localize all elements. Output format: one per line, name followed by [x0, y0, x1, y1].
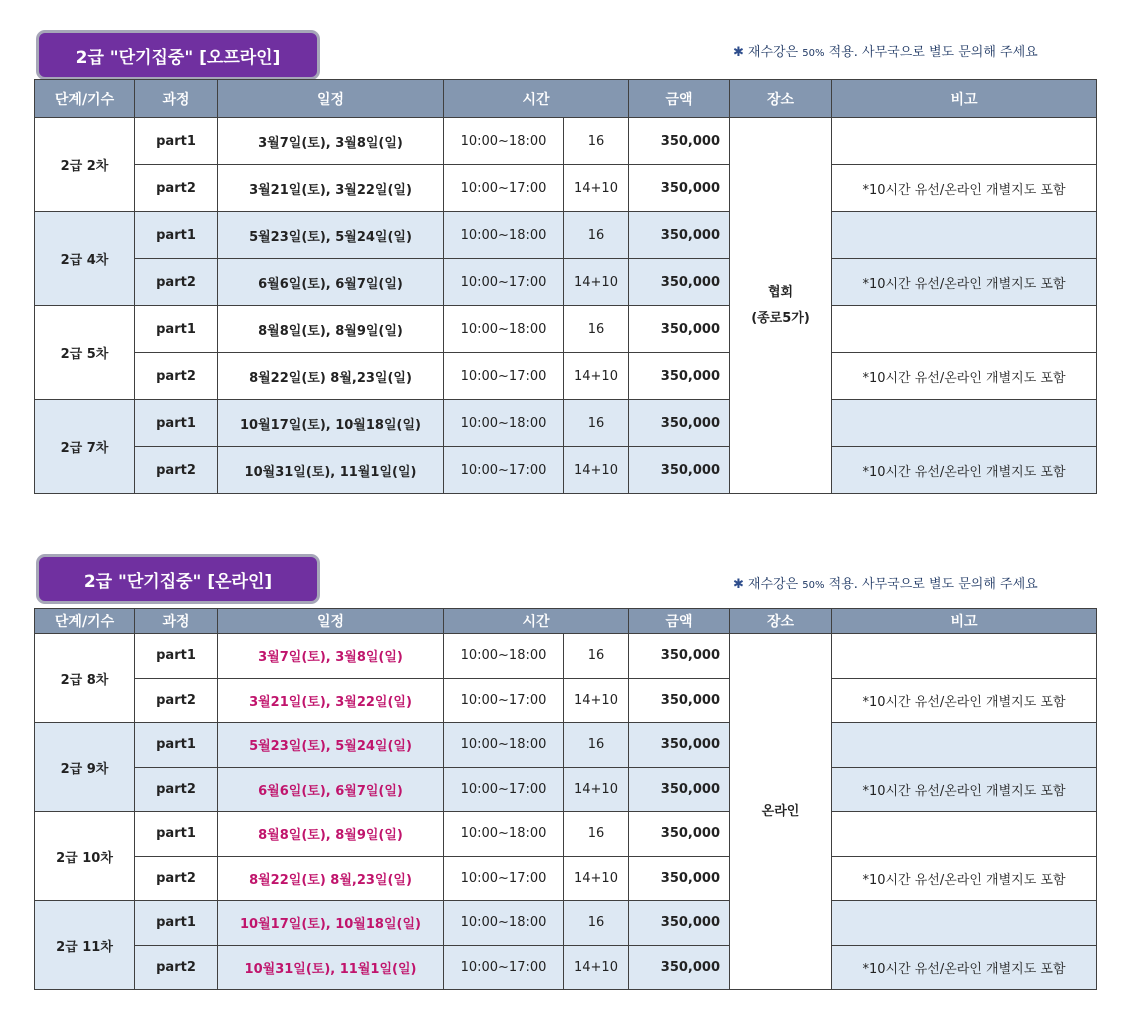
hours-cell: 16 — [564, 306, 629, 353]
part-cell: part2 — [135, 856, 218, 901]
date-cell: 3월7일(토), 3월8일(일) — [218, 634, 444, 679]
table-row — [35, 767, 1097, 812]
header-course: 과정 — [135, 609, 218, 634]
header-round: 단계/기수 — [35, 609, 135, 634]
hours-cell: 16 — [564, 118, 629, 165]
time-cell: 10:00~18:00 — [444, 812, 564, 857]
table-row — [35, 306, 1097, 353]
hours-cell: 16 — [564, 400, 629, 447]
hours-cell: 16 — [564, 723, 629, 768]
schedule-table — [34, 79, 1097, 494]
remark-cell — [832, 400, 1097, 447]
hours-cell: 16 — [564, 812, 629, 857]
date-cell: 10월17일(토), 10월18일(일) — [218, 400, 444, 447]
time-cell: 10:00~18:00 — [444, 118, 564, 165]
table-row — [35, 400, 1097, 447]
header-round: 단계/기수 — [35, 80, 135, 118]
remark-cell: *10시간 유선/온라인 개별지도 포함 — [832, 259, 1097, 306]
amount-cell: 350,000 — [629, 856, 730, 901]
hours-cell: 14+10 — [564, 259, 629, 306]
time-cell: 10:00~18:00 — [444, 212, 564, 259]
part-cell: part1 — [135, 212, 218, 259]
remark-cell — [832, 634, 1097, 679]
amount-cell: 350,000 — [629, 945, 730, 990]
table-row — [35, 212, 1097, 259]
round-cell: 2급 4차 — [35, 212, 135, 306]
part-cell: part1 — [135, 812, 218, 857]
date-cell: 3월21일(토), 3월22일(일) — [218, 165, 444, 212]
time-cell: 10:00~17:00 — [444, 353, 564, 400]
table-row — [35, 118, 1097, 165]
time-cell: 10:00~17:00 — [444, 856, 564, 901]
place-cell — [730, 634, 832, 990]
table-row — [35, 634, 1097, 679]
amount-cell: 350,000 — [629, 447, 730, 494]
remark-cell — [832, 212, 1097, 259]
hours-cell: 16 — [564, 901, 629, 946]
table-row — [35, 856, 1097, 901]
date-cell: 3월7일(토), 3월8일(일) — [218, 118, 444, 165]
remark-cell — [832, 812, 1097, 857]
time-cell: 10:00~17:00 — [444, 945, 564, 990]
asterisk-icon: ✱ — [733, 45, 744, 60]
date-cell: 5월23일(토), 5월24일(일) — [218, 212, 444, 259]
time-cell: 10:00~18:00 — [444, 306, 564, 353]
remark-cell: *10시간 유선/온라인 개별지도 포함 — [832, 678, 1097, 723]
amount-cell: 350,000 — [629, 901, 730, 946]
date-cell: 6월6일(토), 6월7일(일) — [218, 767, 444, 812]
asterisk-icon: ✱ — [733, 577, 744, 592]
hours-cell: 14+10 — [564, 447, 629, 494]
hours-cell: 14+10 — [564, 678, 629, 723]
round-cell: 2급 10차 — [35, 812, 135, 901]
amount-cell: 350,000 — [629, 118, 730, 165]
remark-cell: *10시간 유선/온라인 개별지도 포함 — [832, 447, 1097, 494]
header-amount: 금액 — [629, 609, 730, 634]
date-cell: 5월23일(토), 5월24일(일) — [218, 723, 444, 768]
section-title-tab: 2급 "단기집중" [오프라인] — [36, 30, 320, 80]
round-cell: 2급 9차 — [35, 723, 135, 812]
place-name: 온라인 — [761, 803, 800, 819]
place-cell — [730, 118, 832, 494]
part-cell: part2 — [135, 447, 218, 494]
table-row — [35, 812, 1097, 857]
amount-cell: 350,000 — [629, 306, 730, 353]
amount-cell: 350,000 — [629, 634, 730, 679]
time-cell: 10:00~17:00 — [444, 165, 564, 212]
header-schedule: 일정 — [218, 80, 444, 118]
time-cell: 10:00~17:00 — [444, 767, 564, 812]
round-cell: 2급 11차 — [35, 901, 135, 990]
amount-cell: 350,000 — [629, 400, 730, 447]
table-row — [35, 901, 1097, 946]
header-place: 장소 — [730, 80, 832, 118]
time-cell: 10:00~18:00 — [444, 400, 564, 447]
part-cell: part1 — [135, 306, 218, 353]
header-remark: 비고 — [832, 80, 1097, 118]
time-cell: 10:00~18:00 — [444, 723, 564, 768]
date-cell: 10월31일(토), 11월1일(일) — [218, 945, 444, 990]
part-cell: part1 — [135, 723, 218, 768]
table-row — [35, 165, 1097, 212]
remark-cell: *10시간 유선/온라인 개별지도 포함 — [832, 353, 1097, 400]
date-cell: 8월8일(토), 8월9일(일) — [218, 812, 444, 857]
amount-cell: 350,000 — [629, 723, 730, 768]
retake-note: ✱ 재수강은 50% 적용. 사무국으로 별도 문의해 주세요 — [733, 577, 1038, 592]
hours-cell: 16 — [564, 634, 629, 679]
time-cell: 10:00~17:00 — [444, 678, 564, 723]
date-cell: 3월21일(토), 3월22일(일) — [218, 678, 444, 723]
part-cell: part1 — [135, 634, 218, 679]
remark-cell — [832, 723, 1097, 768]
retake-note: ✱ 재수강은 50% 적용. 사무국으로 별도 문의해 주세요 — [733, 45, 1038, 60]
round-cell: 2급 2차 — [35, 118, 135, 212]
schedule-table — [34, 608, 1097, 990]
round-cell: 2급 8차 — [35, 634, 135, 723]
remark-cell: *10시간 유선/온라인 개별지도 포함 — [832, 856, 1097, 901]
header-place: 장소 — [730, 609, 832, 634]
header-course: 과정 — [135, 80, 218, 118]
hours-cell: 14+10 — [564, 165, 629, 212]
amount-cell: 350,000 — [629, 678, 730, 723]
place-name: 협회 — [767, 284, 794, 300]
time-cell: 10:00~18:00 — [444, 901, 564, 946]
part-cell: part2 — [135, 945, 218, 990]
remark-cell — [832, 306, 1097, 353]
date-cell: 10월17일(토), 10월18일(일) — [218, 901, 444, 946]
part-cell: part2 — [135, 767, 218, 812]
table-row — [35, 678, 1097, 723]
amount-cell: 350,000 — [629, 212, 730, 259]
round-cell: 2급 5차 — [35, 306, 135, 400]
remark-cell: *10시간 유선/온라인 개별지도 포함 — [832, 945, 1097, 990]
part-cell: part2 — [135, 678, 218, 723]
date-cell: 8월22일(토) 8월,23일(일) — [218, 856, 444, 901]
date-cell: 8월8일(토), 8월9일(일) — [218, 306, 444, 353]
remark-cell: *10시간 유선/온라인 개별지도 포함 — [832, 165, 1097, 212]
amount-cell: 350,000 — [629, 259, 730, 306]
time-cell: 10:00~18:00 — [444, 634, 564, 679]
amount-cell: 350,000 — [629, 353, 730, 400]
part-cell: part1 — [135, 400, 218, 447]
table-row — [35, 259, 1097, 306]
remark-cell — [832, 118, 1097, 165]
table-row — [35, 353, 1097, 400]
remark-cell: *10시간 유선/온라인 개별지도 포함 — [832, 767, 1097, 812]
amount-cell: 350,000 — [629, 165, 730, 212]
date-cell: 10월31일(토), 11월1일(일) — [218, 447, 444, 494]
table-row — [35, 447, 1097, 494]
table-row — [35, 945, 1097, 990]
part-cell: part2 — [135, 165, 218, 212]
date-cell: 6월6일(토), 6월7일(일) — [218, 259, 444, 306]
part-cell: part2 — [135, 353, 218, 400]
hours-cell: 14+10 — [564, 353, 629, 400]
time-cell: 10:00~17:00 — [444, 447, 564, 494]
place-detail: (종로5가) — [751, 310, 810, 326]
hours-cell: 14+10 — [564, 945, 629, 990]
part-cell: part2 — [135, 259, 218, 306]
round-cell: 2급 7차 — [35, 400, 135, 494]
part-cell: part1 — [135, 118, 218, 165]
header-schedule: 일정 — [218, 609, 444, 634]
remark-cell — [832, 901, 1097, 946]
section-title-tab: 2급 "단기집중" [온라인] — [36, 554, 320, 604]
header-time: 시간 — [444, 80, 629, 118]
hours-cell: 16 — [564, 212, 629, 259]
header-remark: 비고 — [832, 609, 1097, 634]
hours-cell: 14+10 — [564, 767, 629, 812]
date-cell: 8월22일(토) 8월,23일(일) — [218, 353, 444, 400]
part-cell: part1 — [135, 901, 218, 946]
header-amount: 금액 — [629, 80, 730, 118]
header-time: 시간 — [444, 609, 629, 634]
amount-cell: 350,000 — [629, 812, 730, 857]
time-cell: 10:00~17:00 — [444, 259, 564, 306]
table-row — [35, 723, 1097, 768]
hours-cell: 14+10 — [564, 856, 629, 901]
amount-cell: 350,000 — [629, 767, 730, 812]
